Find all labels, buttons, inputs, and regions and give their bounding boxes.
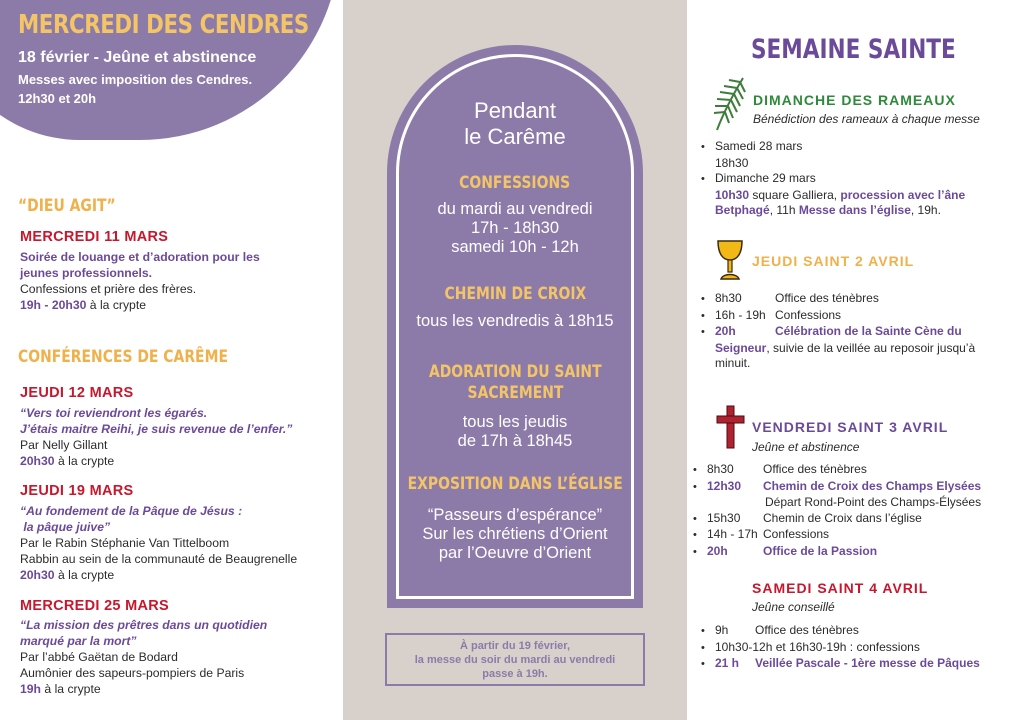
conference-1-title2: J’étais maitre Reihi, je suis revenue de l’enfer.”	[20, 422, 293, 436]
conference-3-speaker-role: Aumônier des sapeurs-pompiers de Paris	[20, 666, 245, 680]
left-panel	[0, 0, 343, 720]
confessions-line2: 17h - 18h30	[470, 219, 560, 237]
confessions-heading: CONFESSIONS	[459, 173, 571, 193]
vendredi-item-3: • 15h30 Chemin de Croix dans l’église	[693, 511, 981, 528]
rameaux-sunday-line1: 10h30 square Galliera, procession avec l’âne	[715, 187, 966, 202]
jeudi-continuation-2: minuit.	[715, 356, 751, 370]
confessions-line3: samedi 10h - 12h	[451, 238, 579, 256]
confessions-details	[343, 200, 687, 257]
conference-3-speaker: Par l’abbé Gaëtan de Bodard	[20, 650, 178, 664]
exposition-line2: Sur les chrétiens d’Orient	[422, 525, 608, 543]
dieu-agit-details	[20, 249, 260, 313]
dieu-agit-line2: jeunes professionnels.	[20, 266, 153, 280]
samedi-item-3: • 21 h Veillée Pascale - 1ère messe de Pâques	[701, 656, 980, 673]
rameaux-saturday-time: 18h30	[715, 155, 749, 170]
rameaux-sunday: • Dimanche 29 mars	[701, 171, 965, 188]
conference-1-date: JEUDI 12 MARS	[20, 385, 134, 401]
conference-3-date: MERCREDI 25 MARS	[20, 598, 170, 614]
dieu-agit-line3: Confessions et prière des frères.	[20, 282, 197, 296]
conference-2-speaker-role: Rabbin au sein de la communauté de Beaugrenelle	[20, 552, 298, 566]
conference-2-title1: “Au fondement de la Pâque de Jésus :	[20, 504, 243, 518]
adoration-line1: tous les jeudis	[462, 413, 568, 431]
rameaux-sunday-line2: Betphagé, 11h Messe dans l’église, 19h.	[715, 203, 941, 217]
lent-title	[343, 98, 687, 150]
conference-1-title1: “Vers toi reviendront les égarés.	[20, 406, 208, 420]
conference-3-title2: marqué par la mort”	[20, 634, 137, 648]
dieu-agit-heading: “DIEU AGIT”	[18, 196, 116, 216]
jeudi-details	[701, 291, 975, 372]
conference-3-time: 19h	[20, 682, 42, 696]
jeudi-item-2: • 16h - 19h Confessions	[701, 308, 975, 325]
chemin-line1: tous les vendredis à 18h15	[416, 312, 614, 330]
vendredi-subtitle: Jeûne et abstinence	[752, 440, 860, 454]
holy-week-title: SEMAINE SAINTE	[751, 34, 956, 65]
conference-2-date: JEUDI 19 MARS	[20, 483, 134, 499]
vendredi-details	[693, 462, 981, 560]
ash-wednesday-subtitle: 18 février - Jeûne et abstinence	[18, 49, 257, 66]
exposition-line3: par l’Oeuvre d’Orient	[438, 544, 592, 562]
cross-icon	[714, 404, 746, 450]
chemin-heading: CHEMIN DE CROIX	[444, 284, 586, 304]
lent-title-line1: Pendant	[474, 98, 556, 123]
rameaux-saturday: • Samedi 28 mars	[701, 139, 965, 156]
vendredi-item-5: • 20h Office de la Passion	[693, 544, 981, 561]
vendredi-item-2: • 12h30 Chemin de Croix des Champs Elysées	[693, 479, 981, 496]
conference-2-details	[20, 503, 297, 583]
right-panel	[687, 0, 1018, 720]
conference-1-details	[20, 405, 292, 469]
vendredi-item-4: • 14h - 17h Confessions	[693, 527, 981, 544]
exposition-details	[343, 506, 687, 563]
jeudi-continuation: Seigneur, suivie de la veillée au reposoir jusqu’à	[715, 340, 976, 355]
adoration-line2: de 17h à 18h45	[457, 432, 573, 450]
conference-1-place: à la crypte	[54, 454, 115, 468]
conference-2-speaker: Par le Rabin Stéphanie Van Tittelboom	[20, 536, 230, 550]
samedi-subtitle: Jeûne conseillé	[752, 600, 835, 614]
middle-panel	[343, 0, 687, 720]
vendredi-item-1: • 8h30 Office des ténèbres	[693, 462, 981, 479]
jeudi-title: JEUDI SAINT 2 AVRIL	[752, 253, 915, 269]
lent-title-line2: le Carême	[464, 124, 566, 149]
notice-line3: passe à 19h.	[482, 668, 548, 680]
palm-icon	[709, 74, 749, 132]
ash-wednesday-description: Messes avec imposition des Cendres.	[18, 72, 253, 87]
samedi-title: SAMEDI SAINT 4 AVRIL	[752, 580, 929, 596]
samedi-item-2: • 10h30-12h et 16h30-19h : confessions	[701, 640, 980, 657]
notice-line2: la messe du soir du mardi au vendredi	[414, 654, 616, 666]
chalice-icon	[715, 238, 745, 282]
vendredi-title: VENDREDI SAINT 3 AVRIL	[752, 419, 949, 435]
exposition-line1: “Passeurs d’espérance”	[427, 506, 603, 524]
confessions-line1: du mardi au vendredi	[437, 200, 593, 218]
conference-1-speaker: Par Nelly Gillant	[20, 438, 108, 452]
dieu-agit-line1: Soirée de louange et d’adoration pour les	[20, 250, 260, 264]
dieu-agit-time-line	[20, 297, 260, 313]
samedi-details	[701, 623, 980, 673]
conference-2-place: à la crypte	[54, 568, 115, 582]
conference-2-time-line	[20, 567, 297, 583]
rameaux-title: DIMANCHE DES RAMEAUX	[753, 92, 956, 108]
conference-3-details	[20, 617, 267, 697]
dieu-agit-date: MERCREDI 11 MARS	[20, 229, 169, 245]
dieu-agit-place: à la crypte	[86, 298, 147, 312]
adoration-heading: ADORATION DU SAINT SACREMENT	[428, 362, 602, 403]
ash-wednesday-times: 12h30 et 20h	[18, 91, 97, 106]
conference-1-time-line	[20, 453, 292, 469]
exposition-heading: EXPOSITION DANS L’ÉGLISE	[407, 474, 623, 494]
rameaux-details	[701, 139, 965, 219]
conference-3-time-line	[20, 681, 267, 697]
evening-mass-notice	[385, 633, 645, 686]
jeudi-item-3: • 20h Célébration de la Sainte Cène du	[701, 324, 975, 341]
conference-3-place: à la crypte	[41, 682, 101, 696]
ash-wednesday-title: MERCREDI DES CENDRES	[18, 10, 309, 40]
conference-1-time: 20h30	[20, 454, 55, 468]
conferences-heading: CONFÉRENCES DE CARÊME	[18, 347, 228, 367]
conference-2-time: 20h30	[20, 568, 55, 582]
conference-3-title1: “La mission des prêtres dans un quotidien	[20, 618, 268, 632]
samedi-item-1: • 9h Office des ténèbres	[701, 623, 980, 640]
notice-line1: À partir du 19 février,	[459, 640, 571, 652]
conference-2-title2: la pâque juive”	[20, 520, 111, 534]
dieu-agit-time: 19h - 20h30	[20, 298, 87, 312]
rameaux-subtitle: Bénédiction des rameaux à chaque messe	[753, 112, 980, 126]
jeudi-item-1: • 8h30 Office des ténèbres	[701, 291, 975, 308]
vendredi-depart: Départ Rond-Point des Champs-Élysées	[765, 495, 982, 509]
adoration-details	[343, 413, 687, 451]
